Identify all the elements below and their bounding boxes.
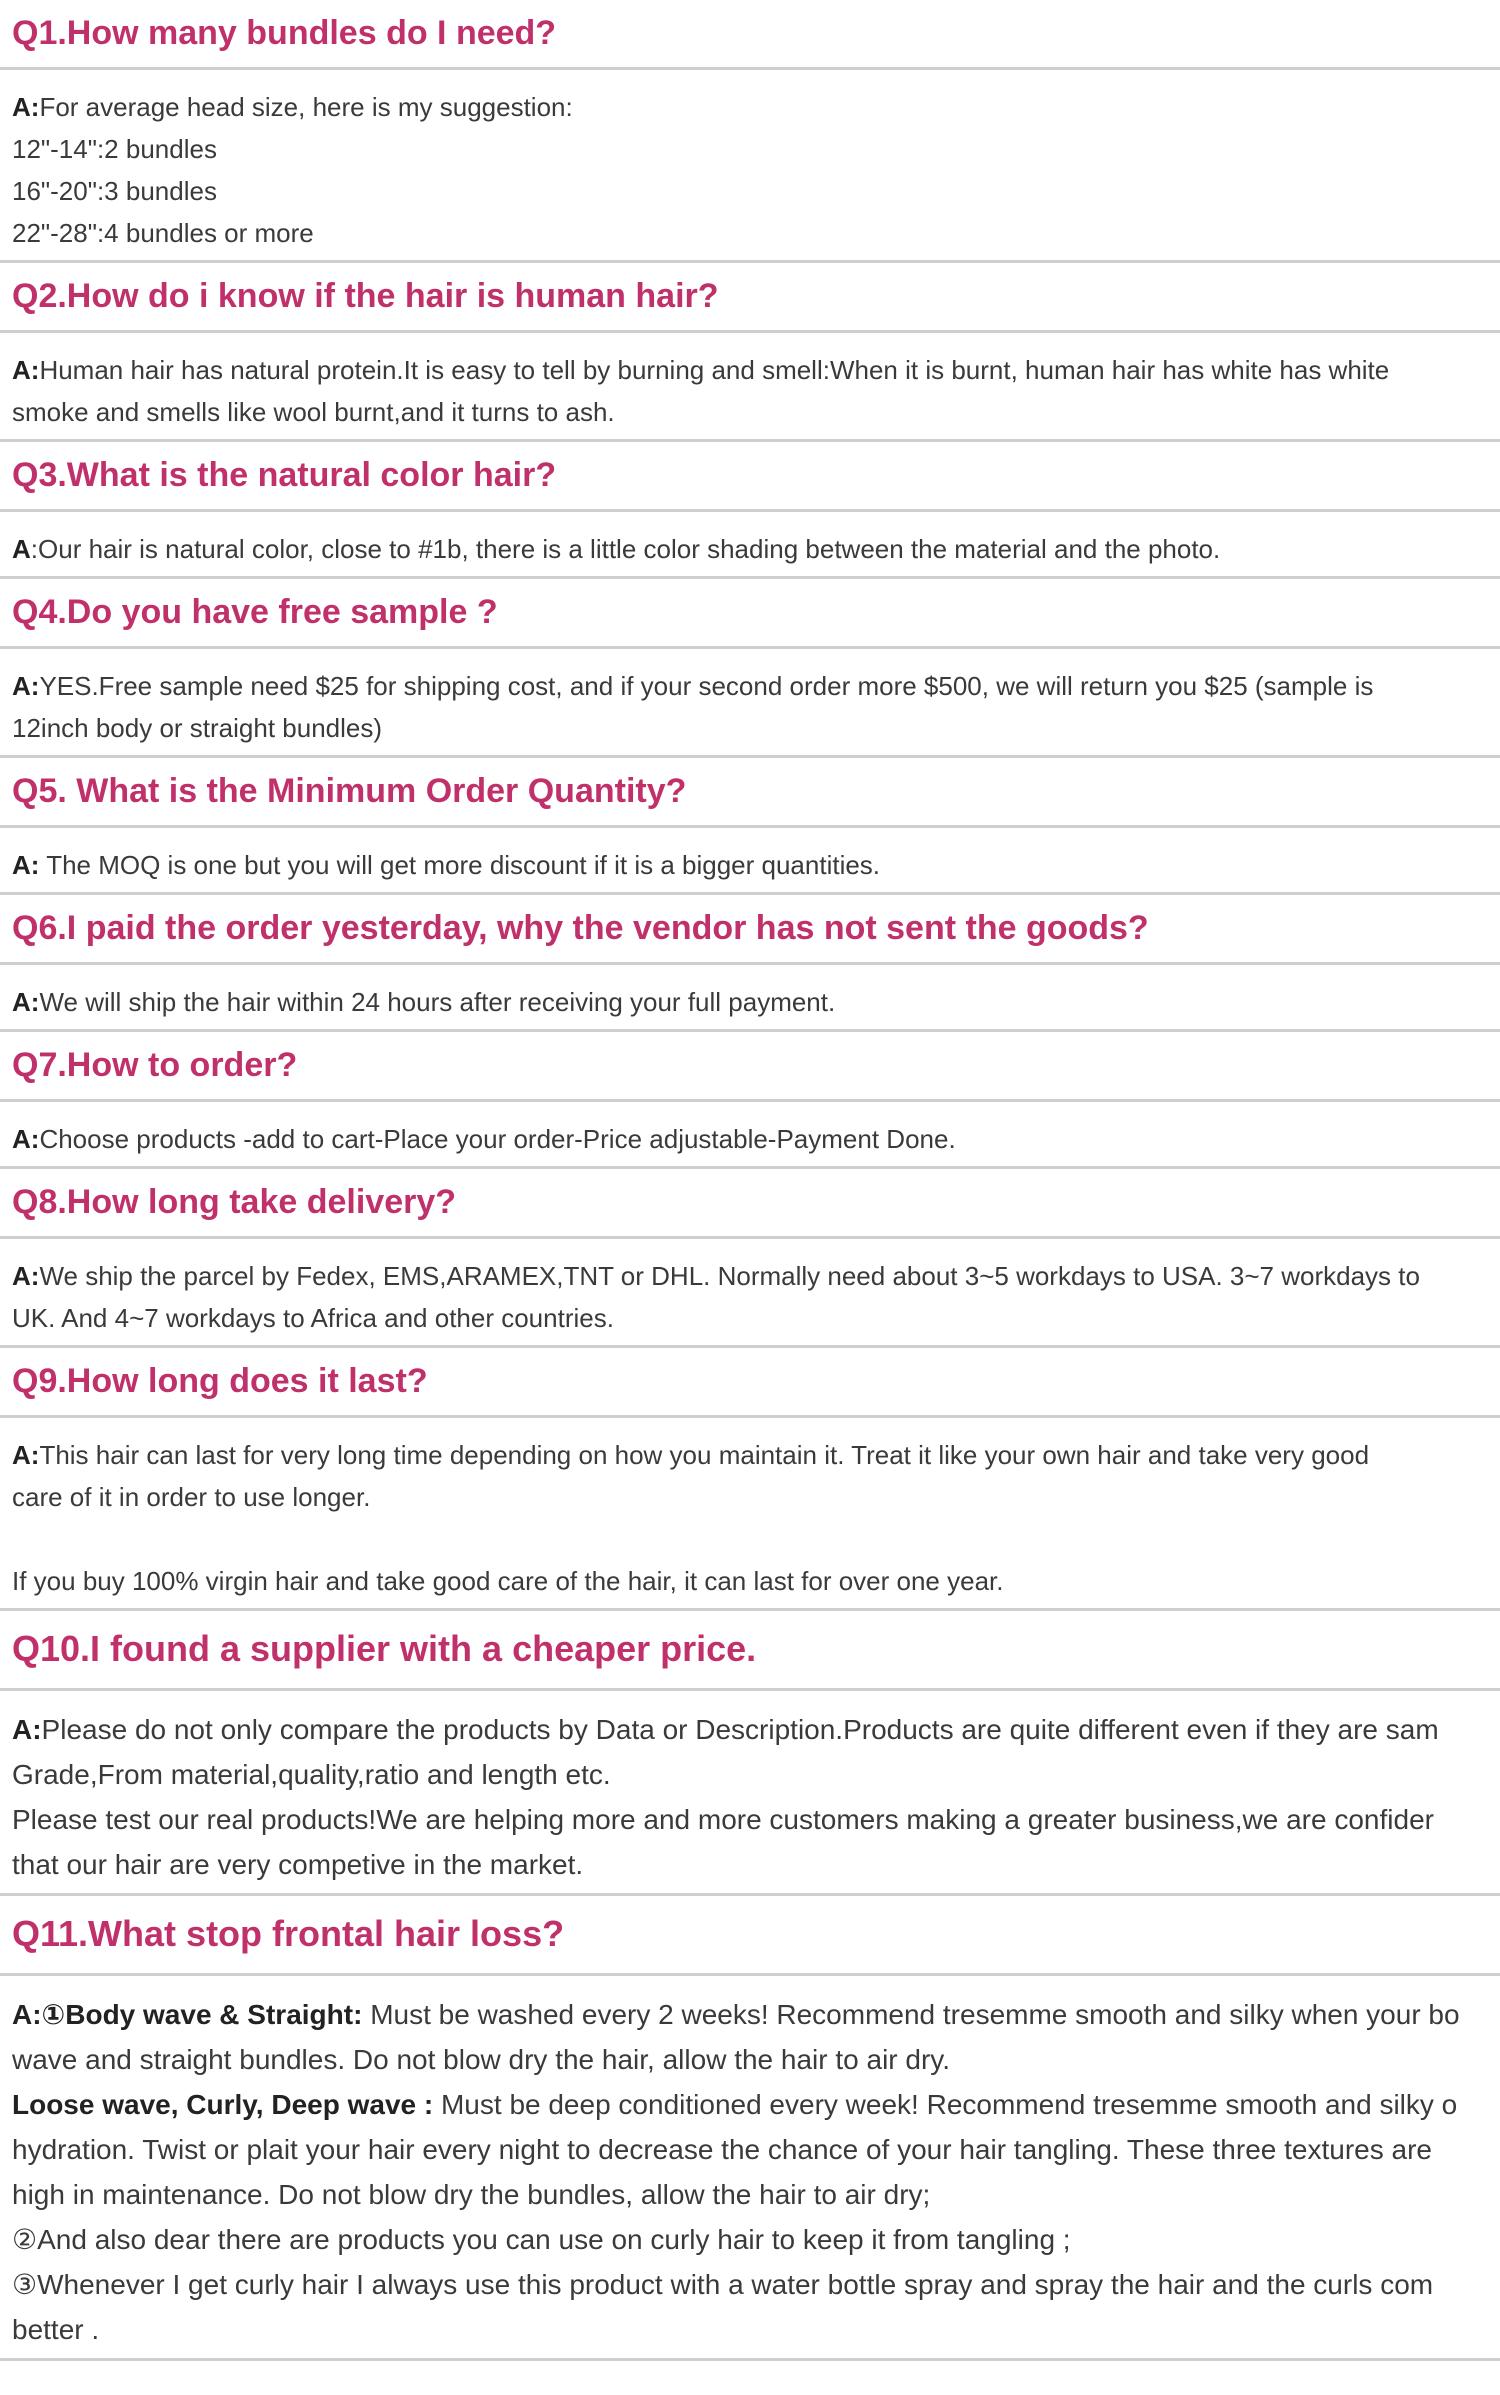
answer-line [12,86,1500,128]
answer-line [12,981,1500,1023]
answer-text: wave and straight bundles. Do not blow dry the hair, allow the hair to air dry. [12,2044,950,2075]
faq-answer [0,828,1500,895]
answer-line [12,1434,1500,1476]
answer-text: UK. And 4~7 workdays to Africa and other countries. [12,1303,614,1333]
answer-text: Choose products -add to cart-Place your order-Price adjustable-Payment Done. [39,1124,956,1154]
answer-line [12,2307,1500,2352]
answer-text: Must be washed every 2 weeks! Recommend tresemme smooth and silky when your bo [362,1999,1460,2030]
faq-question: Q1.How many bundles do I need? [0,0,1500,70]
answer-line [12,170,1500,212]
answer-text: Please test our real products!We are helping more and more customers making a greater business,we are confider [12,1804,1434,1835]
faq-question: Q10.I found a supplier with a cheaper price. [0,1611,1500,1691]
answer-text: Must be deep conditioned every week! Recommend tresemme smooth and silky o [433,2089,1458,2120]
faq-question: Q5. What is the Minimum Order Quantity? [0,758,1500,828]
answer-text: For average head size, here is my suggestion: [39,92,573,122]
faq-answer [0,1102,1500,1169]
faq-answer [0,1239,1500,1348]
answer-line [12,212,1500,254]
faq-question: Q3.What is the natural color hair? [0,442,1500,512]
answer-line [12,1255,1500,1297]
answer-label: A: [12,1714,42,1745]
answer-line [12,2262,1500,2307]
answer-line [12,1992,1500,2037]
faq-answer [0,1691,1500,1896]
answer-text: We will ship the hair within 24 hours after receiving your full payment. [39,987,836,1017]
answer-text: that our hair are very competive in the market. [12,1849,584,1880]
faq-question: Q7.How to order? [0,1032,1500,1102]
answer-text: 12"-14":2 bundles [12,134,217,164]
answer-label: A: [12,1440,40,1470]
answer-line [12,2127,1500,2172]
answer-label: A [12,534,31,564]
answer-line [12,1476,1500,1518]
answer-line [12,1707,1500,1752]
answer-line [12,391,1500,433]
faq-question: Q2.How do i know if the hair is human hair? [0,263,1500,333]
faq-question: Q8.How long take delivery? [0,1169,1500,1239]
answer-label: Loose wave, Curly, Deep wave : [12,2089,434,2120]
faq-answer [0,965,1500,1032]
answer-text: high in maintenance. Do not blow dry the bundles, allow the hair to air dry; [12,2179,931,2210]
answer-label: A: [12,987,40,1017]
answer-label: A: [12,671,40,701]
faq-answer [0,649,1500,758]
faq-answer [0,1418,1500,1611]
faq-question: Q6.I paid the order yesterday, why the vendor has not sent the goods? [0,895,1500,965]
answer-line [12,1297,1500,1339]
answer-line [12,2037,1500,2082]
answer-line [12,707,1500,749]
answer-text: This hair can last for very long time depending on how you maintain it. Treat it like your own hair and take very good [39,1440,1370,1470]
answer-text: ②And also dear there are products you can use on curly hair to keep it from tangling ; [12,2224,1071,2255]
answer-line [12,349,1500,391]
answer-label: A: [12,1124,40,1154]
answer-line [12,844,1500,886]
answer-line [12,2217,1500,2262]
answer-spacer [12,1518,1500,1560]
faq-answer [0,70,1500,263]
answer-text: ③Whenever I get curly hair I always use this product with a water bottle spray and spray the hair and the curls com [12,2269,1434,2300]
answer-line [12,1560,1500,1602]
answer-text: smoke and smells like wool burnt,and it turns to ash. [12,397,615,427]
faq-question: Q9.How long does it last? [0,1348,1500,1418]
answer-line [12,2082,1500,2127]
answer-label: A: [12,1261,40,1291]
answer-line [12,1752,1500,1797]
answer-line [12,528,1500,570]
faq-answer [0,333,1500,442]
answer-text: hydration. Twist or plait your hair every night to decrease the chance of your hair tangling. These three textures are [12,2134,1432,2165]
answer-text: Grade,From material,quality,ratio and length etc. [12,1759,611,1790]
answer-label: A:①Body wave & Straight: [12,1999,363,2030]
answer-text: Please do not only compare the products by Data or Description.Products are quite different even if they are sam [41,1714,1439,1745]
answer-text: YES.Free sample need $25 for shipping cost, and if your second order more $500, we will return you $25 (sample is [39,671,1374,701]
answer-line [12,128,1500,170]
answer-text: If you buy 100% virgin hair and take good care of the hair, it can last for over one year. [12,1566,1004,1596]
answer-line [12,1797,1500,1842]
answer-line [12,2172,1500,2217]
answer-text: The MOQ is one but you will get more discount if it is a bigger quantities. [39,850,881,880]
answer-text: 16"-20":3 bundles [12,176,217,206]
answer-line [12,665,1500,707]
faq-question: Q4.Do you have free sample ? [0,579,1500,649]
answer-text: 12inch body or straight bundles) [12,713,383,743]
answer-label: A: [12,355,40,385]
answer-text: We ship the parcel by Fedex, EMS,ARAMEX,TNT or DHL. Normally need about 3~5 workdays to USA. 3~7 workdays to [39,1261,1420,1291]
answer-text: better . [12,2314,100,2345]
answer-line [12,1842,1500,1887]
answer-label: A: [12,92,40,122]
answer-line [12,1118,1500,1160]
answer-label: A: [12,850,40,880]
faq-answer [0,1976,1500,2361]
faq-question: Q11.What stop frontal hair loss? [0,1896,1500,1976]
answer-text: Human hair has natural protein.It is easy to tell by burning and smell:When it is burnt, human hair has white has white [39,355,1390,385]
answer-text: care of it in order to use longer. [12,1482,371,1512]
answer-text: 22"-28":4 bundles or more [12,218,314,248]
faq-answer [0,512,1500,579]
answer-text: :Our hair is natural color, close to #1b, there is a little color shading between the material and the photo. [30,534,1221,564]
